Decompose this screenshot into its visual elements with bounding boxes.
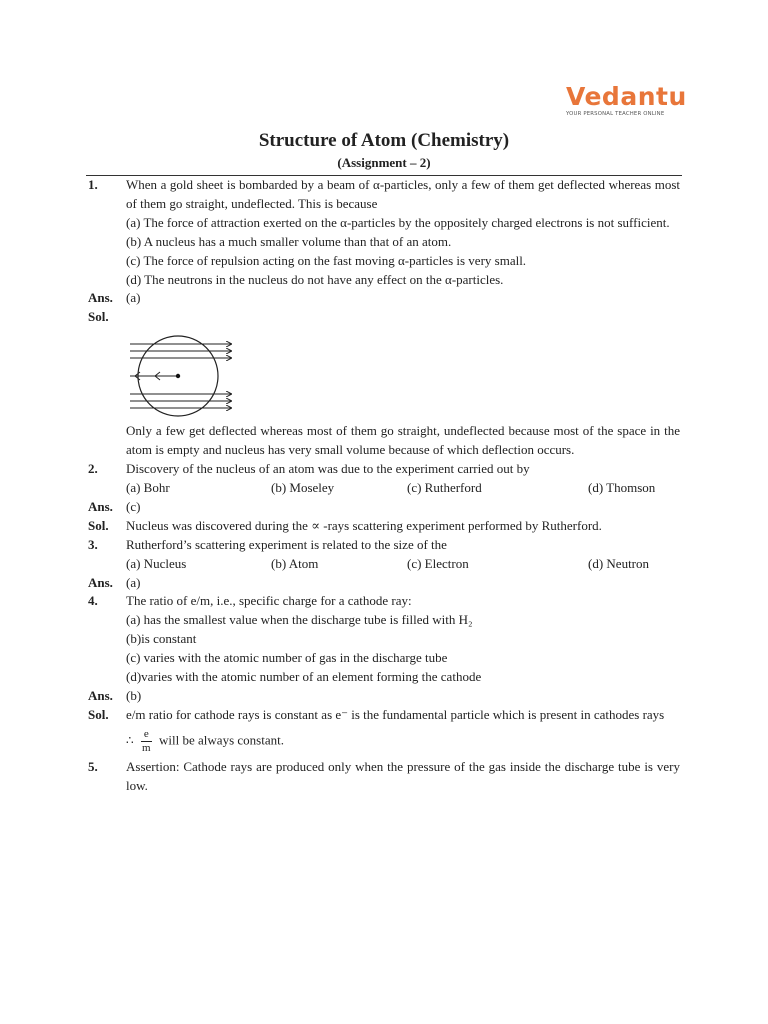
solution-label: Sol.	[88, 706, 109, 722]
question-3	[88, 536, 680, 555]
question-text: Discovery of the nucleus of an atom was due to the experiment carried out by	[126, 461, 530, 477]
option-text: (a) The force of attraction exerted on the α-particles by the oppositely charged electrons is not sufficient.	[126, 214, 670, 230]
page-subtitle: (Assignment – 2)	[337, 155, 431, 170]
page-title: Structure of Atom (Chemistry)	[258, 130, 510, 151]
answer-label: Ans.	[88, 574, 113, 590]
option-b: (b) Atom	[271, 555, 319, 571]
answer-label: Ans.	[88, 290, 113, 306]
question-4	[88, 592, 680, 611]
answer-label: Ans.	[88, 687, 113, 703]
question-text: The ratio of e/m, i.e., specific charge for a cathode ray:	[126, 593, 412, 609]
answer-label: Ans.	[88, 498, 113, 514]
question-text: When a gold sheet is bombarded by a beam of α-particles, only a few of them get deflected whereas most of them go straight, undeflected. This is because	[126, 177, 680, 211]
q1-solution-label	[88, 308, 680, 327]
solution-text: e/m ratio for cathode rays is constant as e⁻ is the fundamental particle which is present in cathodes rays	[126, 706, 665, 722]
q4-solution-conclusion	[88, 728, 680, 755]
q4-solution	[88, 706, 680, 725]
answer-value: (a)	[126, 290, 141, 306]
answer-value: (a)	[126, 574, 141, 590]
question-number: 3.	[88, 536, 98, 552]
question-1	[88, 176, 680, 214]
question-5	[88, 758, 680, 796]
question-text: Assertion: Cathode rays are produced only when the pressure of the gas inside the discharge tube is very low.	[126, 758, 680, 793]
option-a: (a) Bohr	[126, 479, 170, 495]
q2-solution	[88, 517, 680, 536]
q2-answer	[88, 498, 680, 517]
q4-option-b	[88, 630, 680, 649]
option-d: (d) Thomson	[588, 479, 656, 495]
therefore-symbol: ∴	[126, 733, 134, 748]
q1-solution	[88, 422, 680, 460]
question-number: 4.	[88, 593, 98, 609]
nucleus-dot	[176, 374, 180, 378]
answer-value: (b)	[126, 687, 142, 703]
q3-answer	[88, 574, 680, 593]
option-text: (c) The force of repulsion acting on the fast moving α-particles is very small.	[126, 252, 527, 268]
q1-option-b	[88, 233, 680, 252]
option-text: (c) varies with the atomic number of gas in the discharge tube	[126, 650, 448, 666]
conclusion-text: will be always constant.	[159, 732, 284, 748]
solution-label: Sol.	[88, 517, 109, 533]
q4-option-c	[88, 649, 680, 668]
q1-option-d	[88, 271, 680, 290]
e-over-m-fraction	[141, 728, 152, 755]
solution-text: Only a few get deflected whereas most of them go straight, undeflected because most of the space in the atom is empty and nucleus has very small volume because of which deflection occurs.	[126, 423, 680, 458]
question-text: Rutherford’s scattering experiment is related to the size of the	[126, 536, 447, 552]
q1-option-c	[88, 252, 680, 271]
option-text: (d)varies with the atomic number of an element forming the cathode	[126, 669, 482, 685]
fraction-denominator: m	[142, 741, 151, 754]
q1-figure-row	[88, 327, 680, 422]
q4-option-a	[88, 611, 680, 630]
option-text: (a) has the smallest value when the discharge tube is filled with H₂	[126, 612, 473, 628]
option-b: (b) Moseley	[271, 479, 335, 495]
fraction-numerator: e	[141, 728, 152, 742]
vedantu-logo	[566, 84, 686, 117]
question-number: 2.	[88, 461, 98, 477]
question-number: 1.	[88, 177, 98, 192]
question-2	[88, 460, 680, 479]
assignment-content	[88, 176, 680, 796]
q3-options	[88, 555, 680, 574]
q4-option-d	[88, 668, 680, 687]
solution-label: Sol.	[88, 309, 109, 325]
answer-value: (c)	[126, 498, 141, 514]
logo-text: Vedantu	[566, 82, 687, 111]
alpha-scattering-diagram	[126, 327, 680, 422]
solution-text: Nucleus was discovered during the ∝ -rays scattering experiment performed by Rutherford.	[126, 517, 602, 533]
option-text: (b)is constant	[126, 631, 197, 647]
q2-options	[88, 479, 680, 498]
q1-answer	[88, 289, 680, 308]
option-c: (c) Rutherford	[407, 479, 482, 495]
question-number: 5.	[88, 758, 98, 774]
logo-tagline: YOUR PERSONAL TEACHER ONLINE	[566, 111, 665, 117]
option-c: (c) Electron	[407, 555, 469, 571]
option-a: (a) Nucleus	[126, 555, 187, 571]
option-text: (d) The neutrons in the nucleus do not have any effect on the α-particles.	[126, 271, 504, 287]
q1-option-a	[88, 214, 680, 233]
q4-answer	[88, 687, 680, 706]
option-text: (b) A nucleus has a much smaller volume than that of an atom.	[126, 233, 452, 249]
option-d: (d) Neutron	[588, 555, 650, 571]
scattering-figure	[126, 331, 236, 421]
